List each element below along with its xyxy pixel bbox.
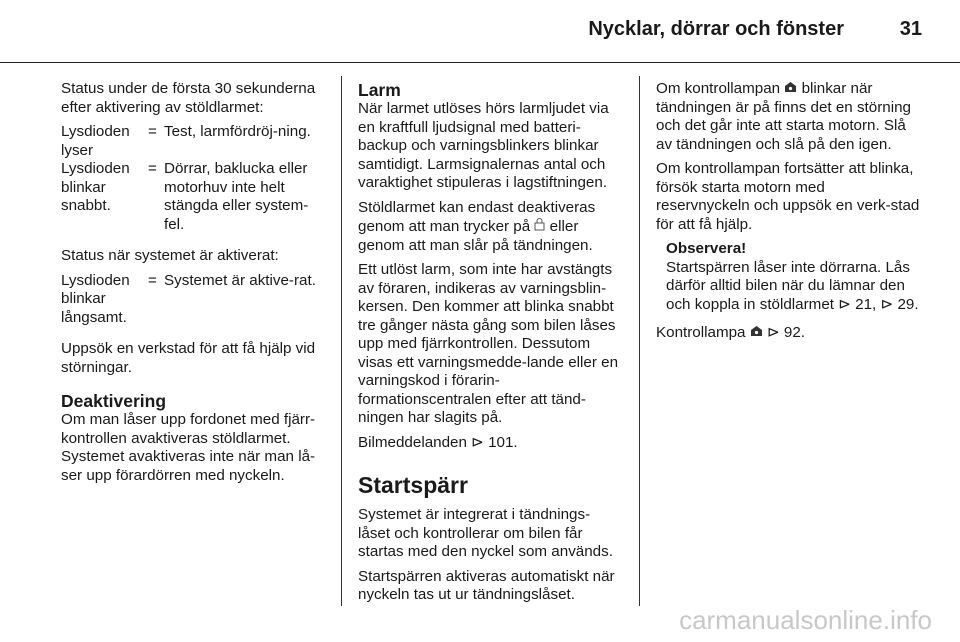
column-3 [656,80,922,349]
table-key: Lysdioden blinkar snabbt. [61,160,130,214]
table-row [61,272,325,328]
table-row [61,123,325,160]
column-1 [61,80,325,491]
table-key: Lysdioden blinkar långsamt. [61,271,130,326]
lamp-ref-page: ⊳ 92. [766,324,806,341]
status-intro-2: Status när systemet är aktiverat: [61,247,279,264]
immobiliser-paragraph-2: Startspärren aktiveras automatiskt när nyckeln tas ut ur tändningslåset. [358,567,615,603]
silence-text-b: eller genom att man slår på tändningen. [358,218,593,254]
table-key: Lysdioden lyser [61,123,130,159]
silence-text-a: Stöldlarmet kan endast deaktiveras genom att man trycker på [358,198,596,235]
page-title: Nycklar, dörrar och fönster [588,18,844,40]
lamp-text-a: Om kontrollampan [656,80,781,97]
immobiliser-heading: Startspärr [358,472,468,498]
table-value: Test, larmfördröj-ning. [164,123,311,140]
alarm-paragraph: När larmet utlöses hörs larmljudet via en kraftfull ljudsignal med batteri-backup och varningsblinkers blinkar samtidigt. Larmsignalernas antal och varaktighet stipuleras i lagstiftningen. [358,100,609,191]
deactivation-paragraph: Om man låser upp fordonet med fjärr-kontrollen avaktiveras stöldlarmet. Systemet avaktiveras inte när man lå-ser upp förardörren med nyckeln. [61,411,316,484]
lamp-paragraph [656,80,922,154]
deactivation-heading: Deaktivering [61,391,167,411]
table-equals: = [148,123,157,140]
table-equals: = [148,160,157,177]
lamp-paragraph-2: Om kontrollampan fortsätter att blinka, försök starta motorn med reservnyckeln och uppsök en verk-stad för att få hjälp. [656,160,920,233]
column-divider [639,76,640,606]
note-text: Startspärren låser inte dörrarna. Lås därför alltid bilen när du lämnar den och koppla in stöldlarmet ⊳ 21, ⊳ 29. [666,258,919,313]
page-header [0,0,960,63]
lamp-ref-text: Kontrollampa [656,324,746,341]
trigger-paragraph: Ett utlöst larm, som inte har avstängts av föraren, indikeras av varningsblin-kersen. Den kommer att blinka snabbt tre gånger nästa gång som bilen låses upp med fjärrkontrollen. Dessutom visas ett varningsmedde-lande eller en varningskod i förarin-formationscentralen efter att tänd-ningen har slagits på. [358,261,619,426]
status-intro: Status under de första 30 sekunderna efter aktivering av stöldlarmet: [61,80,316,116]
watermark: carmanualsonline.info [679,605,932,635]
immobiliser-lamp-icon [784,80,797,99]
lamp-text-b: blinkar när tändningen är på finns det en störning och det går inte att starta motorn. Slå av tändningen och slå på den igen. [656,80,911,153]
status-table-1 [61,123,325,234]
status-table-2 [61,272,325,328]
workshop-paragraph: Uppsök en verkstad för att få hjälp vid störningar. [61,340,316,376]
note-box [656,240,922,314]
note-title: Observera! [666,240,747,257]
column-divider [341,76,342,606]
table-value: Systemet är aktive-rat. [164,271,316,289]
immobiliser-paragraph-1: Systemet är integrerat i tändnings-låset och kontrollerar om bilen får startas med den nyckel som används. [358,506,613,560]
table-row [61,160,325,234]
column-2 [358,80,622,611]
lock-icon [534,217,545,237]
lamp-reference [656,324,922,343]
table-value: Dörrar, baklucka eller motorhuv inte helt stängda eller system-fel. [164,160,309,233]
table-equals: = [148,271,157,289]
silence-paragraph [358,199,622,256]
alarm-heading: Larm [358,80,401,100]
page-number: 31 [899,18,922,40]
immobiliser-lamp-icon [750,324,763,343]
messages-reference: Bilmeddelanden ⊳ 101. [358,433,518,451]
